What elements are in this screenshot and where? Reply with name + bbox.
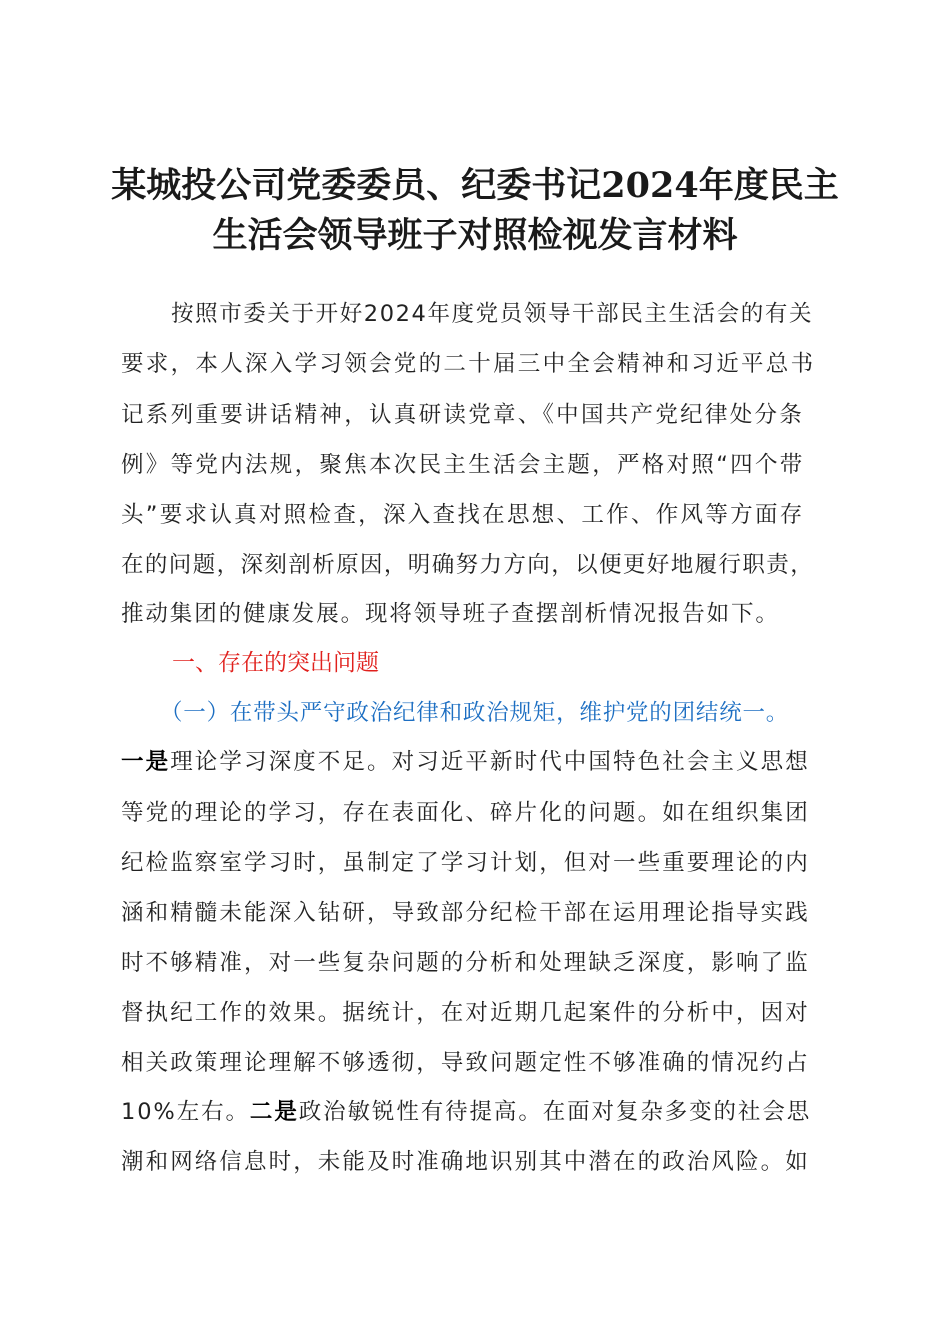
document-title-line-1: 某城投公司党委委员、纪委书记2024年度民主 [111,165,839,206]
subsection-heading-1: （一）在带头严守政治纪律和政治规矩，维护党的团结统一。 [160,700,790,726]
body-line-5: 督执纪工作的效果。据统计，在对近期几起案件的分析中，因对 [121,1000,810,1026]
body-line-2: 纪检监察室学习时，虽制定了学习计划，但对一些重要理论的内 [121,850,810,876]
point-2-lead: 二是 [249,1099,299,1125]
point-2-first-line [121,1094,811,1130]
point-2-text: 政治敏锐性有待提高。在面对复杂多变的社会思 [298,1099,812,1125]
point-1-lead: 一是 [121,749,171,775]
point-1-first-line [121,744,810,780]
body-line-3: 涵和精髓未能深入钻研，导致部分纪检干部在运用理论指导实践 [121,900,810,926]
body-line-7: 潮和网络信息时，未能及时准确地识别其中潜在的政治风险。如 [121,1149,810,1175]
point-1-text: 理论学习深度不足。对习近平新时代中国特色社会主义思想 [170,749,810,775]
section-heading-1: 一、存在的突出问题 [172,650,379,676]
intro-line-4: 例》等党内法规，聚焦本次民主生活会主题，严格对照“四个带 [121,452,805,478]
intro-line-1: 按照市委关于开好2024年度党员领导干部民主生活会的有关 [171,301,814,327]
document-title-line-2: 生活会领导班子对照检视发言材料 [212,215,738,256]
intro-line-2: 要求，本人深入学习领会党的二十届三中全会精神和习近平总书 [121,351,816,377]
intro-line-7: 推动集团的健康发展。现将领导班子查摆剖析情况报告如下。 [121,601,780,627]
point-1-tail: 10%左右。 [121,1099,250,1125]
intro-line-5: 头”要求认真对照检查，深入查找在思想、工作、作风等方面存 [121,502,805,528]
body-line-1: 等党的理论的学习，存在表面化、碎片化的问题。如在组织集团 [121,800,810,826]
body-line-4: 时不够精准，对一些复杂问题的分析和处理缺乏深度，影响了监 [121,950,810,976]
intro-line-6: 在的问题，深刻剖析原因，明确努力方向，以便更好地履行职责， [121,552,815,578]
intro-line-3: 记系列重要讲话精神，认真研读党章、《中国共产党纪律处分条 [121,402,805,428]
body-line-6: 相关政策理论理解不够透彻，导致问题定性不够准确的情况约占 [121,1050,810,1076]
